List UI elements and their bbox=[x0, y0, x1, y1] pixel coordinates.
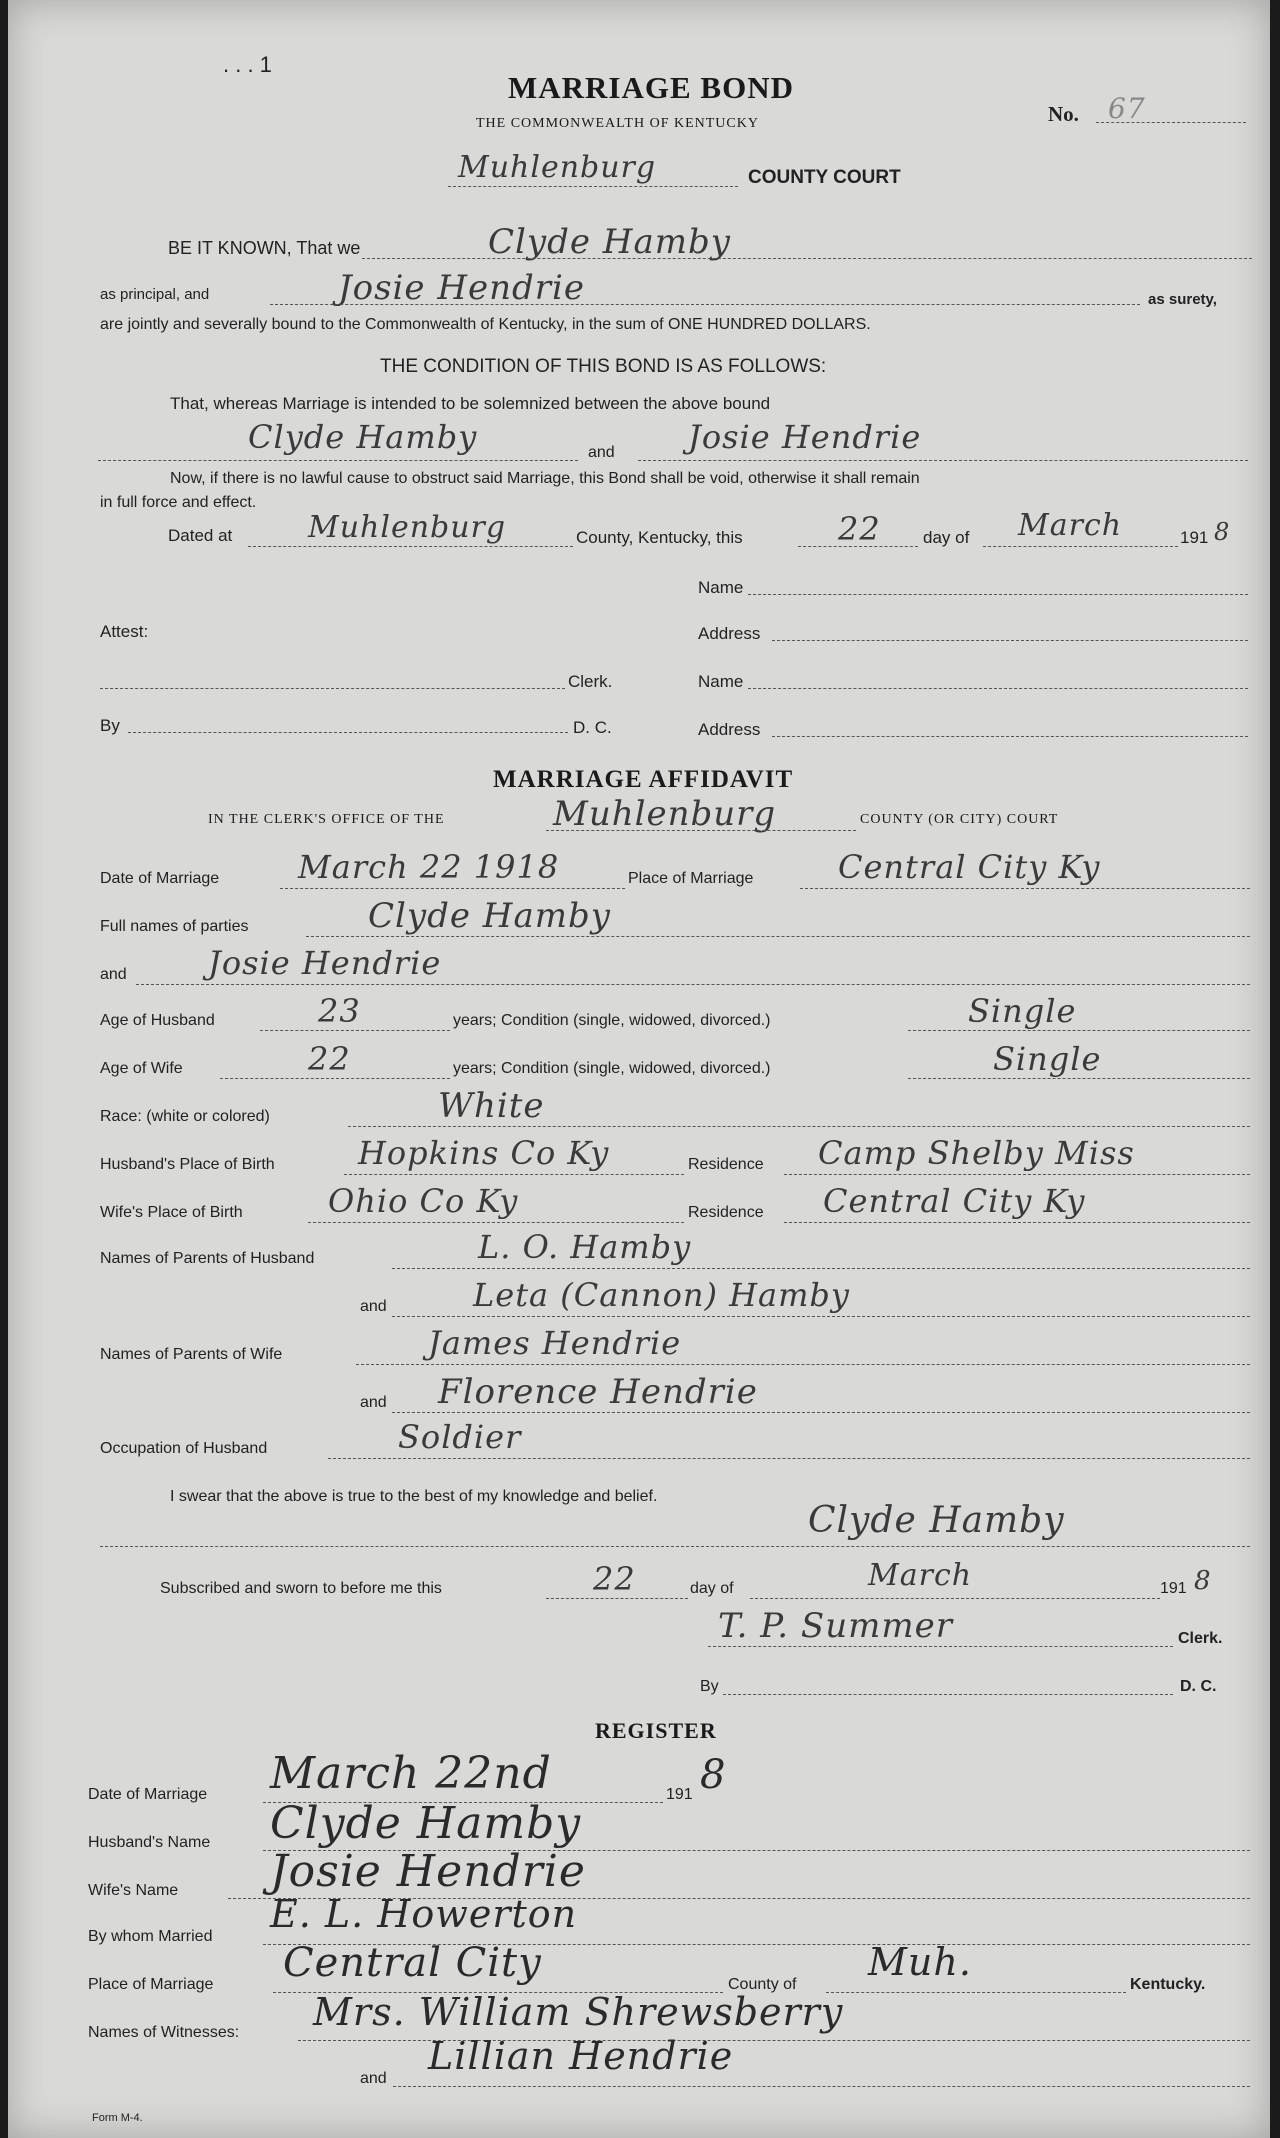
surety-handwritten: Josie Hendrie bbox=[338, 268, 586, 308]
wife-birth-label: Wife's Place of Birth bbox=[100, 1204, 243, 1221]
bond-title: MARRIAGE BOND bbox=[508, 70, 794, 105]
cond-husband-handwritten: Single bbox=[968, 992, 1077, 1030]
and-label: and bbox=[588, 444, 615, 461]
register-kentucky-label: Kentucky. bbox=[1130, 1976, 1206, 1993]
clerk-signature: T. P. Summer bbox=[718, 1606, 953, 1646]
as-surety-text: as surety, bbox=[1148, 291, 1217, 308]
by-label: By bbox=[100, 716, 120, 735]
register-place-label: Place of Marriage bbox=[88, 1976, 214, 1993]
dated-at-label: Dated at bbox=[168, 526, 233, 545]
register-title: REGISTER bbox=[595, 1718, 717, 1743]
husband-birth-label: Husband's Place of Birth bbox=[100, 1156, 275, 1173]
register-husband-handwritten: Clyde Hamby bbox=[270, 1798, 582, 1849]
county-ky-this: County, Kentucky, this bbox=[576, 528, 743, 547]
register-place-handwritten: Central City bbox=[283, 1940, 542, 1986]
age-husband-label: Age of Husband bbox=[100, 1012, 215, 1029]
subscribed-month-handwritten: March bbox=[868, 1558, 973, 1593]
year-handwritten: 8 bbox=[1214, 518, 1231, 546]
register-and-label: and bbox=[360, 2070, 387, 2087]
father-wife-handwritten: James Hendrie bbox=[428, 1324, 682, 1362]
mother-husband-handwritten: Leta (Cannon) Hamby bbox=[473, 1276, 850, 1314]
as-principal-text: as principal, and bbox=[100, 286, 210, 303]
clerk-label-aff: Clerk. bbox=[1178, 1630, 1223, 1647]
register-wife-label: Wife's Name bbox=[88, 1882, 179, 1899]
affidavit-title: MARRIAGE AFFIDAVIT bbox=[493, 766, 794, 793]
party2-handwritten: Josie Hendrie bbox=[688, 418, 922, 456]
clerk-label: Clerk. bbox=[568, 672, 613, 691]
register-husband-label: Husband's Name bbox=[88, 1834, 211, 1851]
office-right-text: COUNTY (OR CITY) COURT bbox=[860, 812, 1059, 827]
years-condition-1: years; Condition (single, widowed, divorced.) bbox=[453, 1012, 771, 1029]
bond-no-value: 67 bbox=[1108, 92, 1146, 125]
and-label-parents-wife: and bbox=[360, 1394, 387, 1411]
register-year-printed: 191 bbox=[666, 1786, 693, 1803]
register-by-whom-handwritten: E. L. Howerton bbox=[270, 1892, 578, 1936]
dated-place-handwritten: Muhlenburg bbox=[308, 510, 507, 545]
day-of-label: day of bbox=[923, 528, 970, 547]
be-it-known-text: BE IT KNOWN, That we bbox=[168, 238, 361, 258]
form-number: Form M-4. bbox=[92, 2112, 143, 2124]
register-date-handwritten: March 22nd bbox=[270, 1748, 552, 1799]
year-printed: 191 bbox=[1180, 528, 1209, 547]
wife-residence-handwritten: Central City Ky bbox=[823, 1182, 1086, 1220]
place-of-marriage-label: Place of Marriage bbox=[628, 870, 754, 887]
and-label-parents-husband: and bbox=[360, 1298, 387, 1315]
dc-label-aff: D. C. bbox=[1180, 1678, 1217, 1695]
month-handwritten: March bbox=[1018, 508, 1123, 543]
husband-birth-handwritten: Hopkins Co Ky bbox=[358, 1134, 610, 1172]
office-county-handwritten: Muhlenburg bbox=[553, 794, 777, 834]
county-handwritten: Muhlenburg bbox=[458, 150, 657, 185]
attest-label: Attest: bbox=[100, 622, 149, 641]
address-label-2: Address bbox=[698, 720, 761, 739]
now-if-text: Now, if there is no lawful cause to obstruct said Marriage, this Bond shall be void, otherwise it shall remain bbox=[170, 470, 920, 487]
day-handwritten: 22 bbox=[838, 510, 881, 548]
register-witness1-handwritten: Mrs. William Shrewsberry bbox=[313, 1990, 844, 2034]
parents-wife-label: Names of Parents of Wife bbox=[100, 1346, 283, 1363]
day-of-label-aff: day of bbox=[690, 1580, 734, 1597]
mother-wife-handwritten: Florence Hendrie bbox=[438, 1372, 758, 1412]
county-court-label: COUNTY COURT bbox=[748, 167, 901, 188]
occupation-label: Occupation of Husband bbox=[100, 1440, 268, 1457]
residence-label-2: Residence bbox=[688, 1204, 764, 1221]
force-text: in full force and effect. bbox=[100, 494, 257, 511]
condition-heading: THE CONDITION OF THIS BOND IS AS FOLLOWS: bbox=[380, 356, 827, 377]
register-witness2-handwritten: Lillian Hendrie bbox=[428, 2034, 734, 2078]
register-year-handwritten: 8 bbox=[700, 1752, 727, 1798]
register-witnesses-label: Names of Witnesses: bbox=[88, 2024, 240, 2041]
dc-label: D. C. bbox=[573, 718, 612, 737]
subscribed-year-printed: 191 bbox=[1160, 1580, 1187, 1597]
cond-wife-handwritten: Single bbox=[993, 1040, 1102, 1078]
years-condition-2: years; Condition (single, widowed, divorced.) bbox=[453, 1060, 771, 1077]
name-label-2: Name bbox=[698, 672, 744, 691]
age-husband-handwritten: 23 bbox=[318, 992, 361, 1030]
husband-residence-handwritten: Camp Shelby Miss bbox=[818, 1134, 1135, 1172]
address-label-1: Address bbox=[698, 624, 761, 643]
subscribed-year-handwritten: 8 bbox=[1194, 1566, 1212, 1596]
top-mark: . . . 1 bbox=[223, 52, 272, 77]
bond-subtitle: THE COMMONWEALTH OF KENTUCKY bbox=[476, 116, 759, 131]
subscribed-day-handwritten: 22 bbox=[593, 1560, 636, 1598]
age-wife-label: Age of Wife bbox=[100, 1060, 183, 1077]
whereas-text: That, whereas Marriage is intended to be solemnized between the above bound bbox=[170, 394, 771, 413]
swear-text: I swear that the above is true to the best of my knowledge and belief. bbox=[170, 1488, 658, 1505]
document-sheet bbox=[8, 0, 1270, 2138]
race-handwritten: White bbox=[438, 1086, 545, 1126]
party1-handwritten: Clyde Hamby bbox=[248, 418, 478, 456]
race-label: Race: (white or colored) bbox=[100, 1108, 270, 1125]
and-label-aff: and bbox=[100, 966, 127, 983]
principal-handwritten: Clyde Hamby bbox=[488, 222, 731, 262]
register-county-handwritten: Muh. bbox=[868, 1940, 972, 1984]
register-date-label: Date of Marriage bbox=[88, 1786, 208, 1803]
full-name-party2: Josie Hendrie bbox=[208, 944, 442, 982]
name-label-1: Name bbox=[698, 578, 744, 597]
full-names-label: Full names of parties bbox=[100, 918, 249, 935]
affiant-signature: Clyde Hamby bbox=[808, 1500, 1065, 1541]
occupation-handwritten: Soldier bbox=[398, 1418, 522, 1456]
wife-birth-handwritten: Ohio Co Ky bbox=[328, 1182, 519, 1220]
jointly-text: are jointly and severally bound to the Commonwealth of Kentucky, in the sum of ONE HUNDRED DOLLARS. bbox=[100, 316, 871, 333]
bond-no-label: No. bbox=[1048, 102, 1079, 126]
father-husband-handwritten: L. O. Hamby bbox=[478, 1228, 692, 1266]
register-county-of-label: County of bbox=[728, 1976, 797, 1993]
age-wife-handwritten: 22 bbox=[308, 1040, 351, 1078]
subscribed-text: Subscribed and sworn to before me this bbox=[160, 1580, 442, 1597]
register-wife-handwritten: Josie Hendrie bbox=[270, 1846, 586, 1897]
full-name-party1: Clyde Hamby bbox=[368, 896, 611, 936]
date-of-marriage-label: Date of Marriage bbox=[100, 870, 220, 887]
by-label-aff: By bbox=[700, 1678, 719, 1695]
residence-label-1: Residence bbox=[688, 1156, 764, 1173]
register-by-whom-label: By whom Married bbox=[88, 1928, 213, 1945]
place-of-marriage-handwritten: Central City Ky bbox=[838, 848, 1101, 886]
office-left-text: IN THE CLERK'S OFFICE OF THE bbox=[208, 812, 445, 827]
date-of-marriage-handwritten: March 22 1918 bbox=[298, 848, 560, 886]
parents-husband-label: Names of Parents of Husband bbox=[100, 1250, 315, 1267]
